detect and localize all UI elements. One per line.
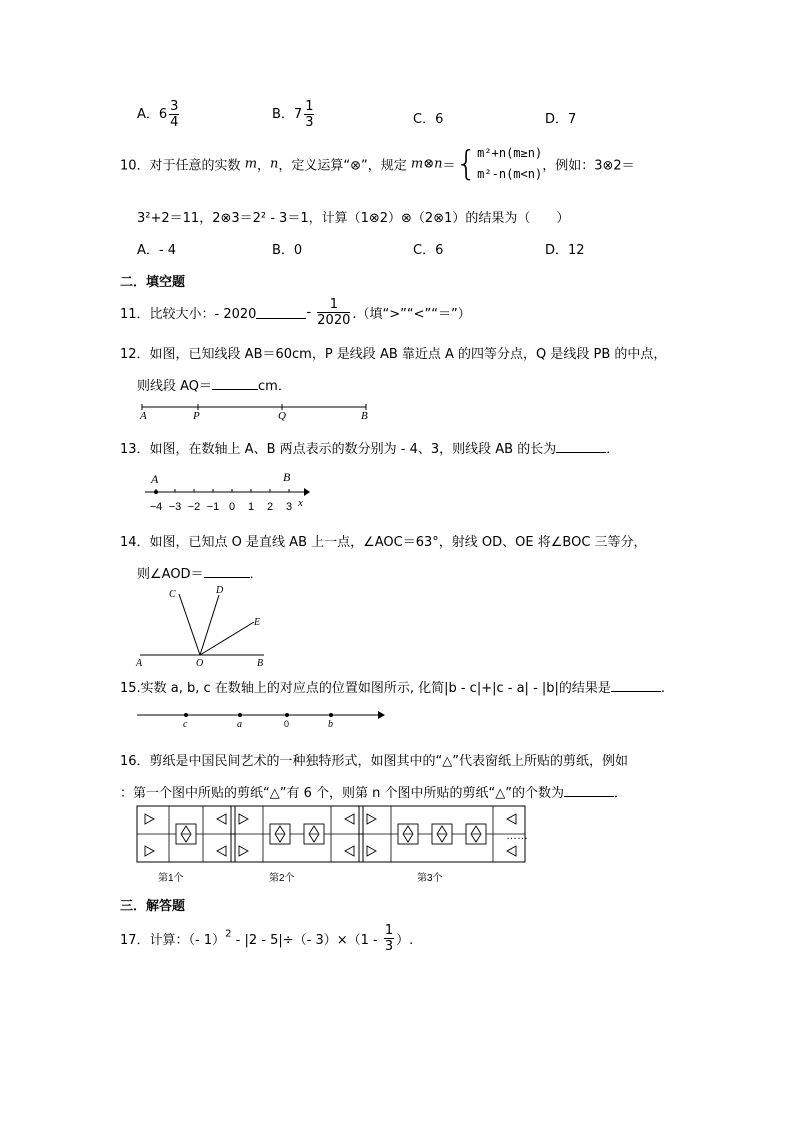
q16-line2: ：第一个图中所贴的剪纸“△”有 6 个，则第 n 个图中所贴的剪纸“△”的个数为 ． (120, 786, 627, 801)
q16-caption-2: 第2个 (269, 873, 295, 884)
q16-figure-2 (231, 806, 363, 862)
paper-cut-triangle (345, 814, 354, 824)
q13-tick-label: −3 (168, 501, 182, 513)
q14-label-b: B (257, 658, 264, 669)
q16-ellipsis: …… (506, 830, 528, 842)
q15-point-c (184, 713, 188, 717)
q16-paper-cut-figures (133, 802, 543, 887)
q12-label-b: B (361, 410, 368, 422)
q13-point-b: B (283, 470, 291, 484)
q13-tick-label: 2 (266, 501, 274, 513)
q13-tick-label: −2 (187, 501, 201, 513)
paper-cut-triangle (507, 814, 516, 824)
section-solve: 三．解答题 (120, 899, 186, 914)
q15-number-line (135, 705, 390, 729)
q16-caption-1: 第1个 (158, 873, 184, 884)
q14-label-e: E (254, 617, 261, 628)
q16-figure-3 (359, 806, 525, 862)
q15-label-0: 0 (284, 719, 290, 729)
q13-axis-label: x (298, 497, 303, 509)
q12-line1: 12．如图，已知线段 AB＝60cm，P 是线段 AB 靠近点 A 的四等分点，Q 是线段 PB 的中点， (120, 347, 667, 362)
paper-cut-triangle (145, 846, 154, 856)
q16-answer-blank[interactable] (564, 784, 614, 797)
q13-number-line (140, 468, 315, 516)
q13-tick-label: 1 (247, 501, 255, 513)
q14-label-a: A (136, 658, 143, 669)
q10-line2: 3²+2＝11，2⊗3＝2² - 3＝1，计算（1⊗2）⊗（2⊗1）的结果为（ ） (137, 211, 570, 226)
q13-answer-blank[interactable] (556, 440, 606, 453)
q9-option-c: C．6 (413, 112, 444, 127)
paper-cut-triangle (345, 846, 354, 856)
q14-ray-od (200, 595, 219, 655)
q12-line2: 则线段 AQ＝ cm． (137, 379, 291, 394)
q12-label-p: P (193, 410, 200, 422)
paper-cut-triangle (217, 814, 226, 824)
q17: 17．计算：（- 1）$^2$ - |2 - 5|÷（- 3）×（1 - $\frac{1}{3}$ ）. (120, 923, 414, 954)
q9-option-d: D．7 (545, 112, 577, 127)
q15-label-a: a (237, 719, 242, 729)
q13-tick-label: −1 (206, 501, 220, 513)
q15-answer-blank[interactable] (611, 679, 661, 692)
q12-segment-figure (135, 400, 375, 422)
paper-cut-triangle (217, 846, 226, 856)
q16-figure-1 (137, 806, 235, 862)
q14-angle-figure (130, 582, 280, 670)
q10-option-c: C．6 (413, 243, 444, 258)
q14-label-c: C (169, 589, 176, 600)
q12-label-a: A (140, 410, 147, 422)
paper-cut-triangle (145, 814, 154, 824)
q14-line1: 14．如图，已知点 O 是直线 AB 上一点，∠AOC＝63°，射线 OD、OE 将∠BOC 三等分， (120, 535, 647, 550)
q9-b-fraction: $\frac{1}{3}$ (305, 99, 314, 130)
q13-tick-label: 3 (285, 501, 293, 513)
q11-fraction: $\frac{1}{2020}$ (317, 297, 351, 328)
q10-line1: 10．对于任意的实数 m，n，定义运算“⊗”，规定 m⊗n＝{ m²+n(m≥n) m²-n(m<n) ，例如：3⊗2＝ (120, 144, 635, 184)
q15-point-b (329, 713, 333, 717)
q10-option-b: B．0 (272, 243, 303, 258)
q9-a-fraction: $\frac{3}{4}$ (170, 99, 179, 130)
q15-label-b: b (328, 719, 333, 729)
q10-option-d: D．12 (545, 243, 585, 258)
q10-option-a: A．- 4 (137, 243, 176, 258)
q14-label-d: D (216, 585, 224, 596)
q15-label-c: c (183, 719, 188, 729)
paper-cut-triangle (507, 846, 516, 856)
q17-fraction: $\frac{1}{3}$ (384, 923, 394, 954)
q14-label-o: O (196, 658, 204, 669)
section-fill-in: 二．填空题 (120, 275, 186, 290)
q15-text: 15.实数 a, b, c 在数轴上的对应点的位置如图所示, 化简|b - c|+|c - a| - |b|的结果是 . (120, 681, 666, 696)
q15-point-a (238, 713, 242, 717)
paper-cut-triangle (367, 846, 376, 856)
q15-point-0 (285, 713, 289, 717)
paper-cut-triangle (239, 814, 248, 824)
q13-text: 13．如图，在数轴上 A、B 两点表示的数分别为 - 4、3，则线段 AB 的长为 ． (120, 442, 620, 457)
q12-answer-blank[interactable] (212, 377, 258, 390)
paper-cut-triangle (239, 846, 248, 856)
q13-tick-label: 0 (228, 501, 236, 513)
q13-tick-label: −4 (149, 501, 163, 513)
q16-caption-3: 第3个 (417, 873, 443, 884)
q14-ray-oc (179, 594, 200, 655)
q11: 11．比较大小：- 2020 - $\frac{1}{2020}$ .（填“>”“<”“＝”） (120, 297, 471, 328)
q12-label-q: Q (278, 410, 286, 422)
q15-axis-arrow (378, 711, 385, 719)
q9-option-a: A．6 $\frac{3}{4}$ (137, 99, 179, 130)
q10-cases: m²+n(m≥n) m²-n(m<n) (477, 146, 543, 181)
q10-brace: { (455, 144, 478, 184)
q13-point-a: A (151, 472, 159, 486)
q16-line1: 16．剪纸是中国民间艺术的一种独特形式，如图其中的“△”代表窗纸上所贴的剪纸，例如 (120, 754, 629, 769)
q9-option-b: B．7 $\frac{1}{3}$ (272, 99, 314, 130)
paper-cut-triangle (367, 814, 376, 824)
q11-answer-blank[interactable] (256, 306, 306, 319)
q14-answer-blank[interactable] (204, 565, 250, 578)
q14-line2: 则∠AOD＝ ． (137, 567, 263, 582)
q13-axis-arrow (304, 488, 310, 496)
q14-ray-oe (200, 622, 254, 655)
